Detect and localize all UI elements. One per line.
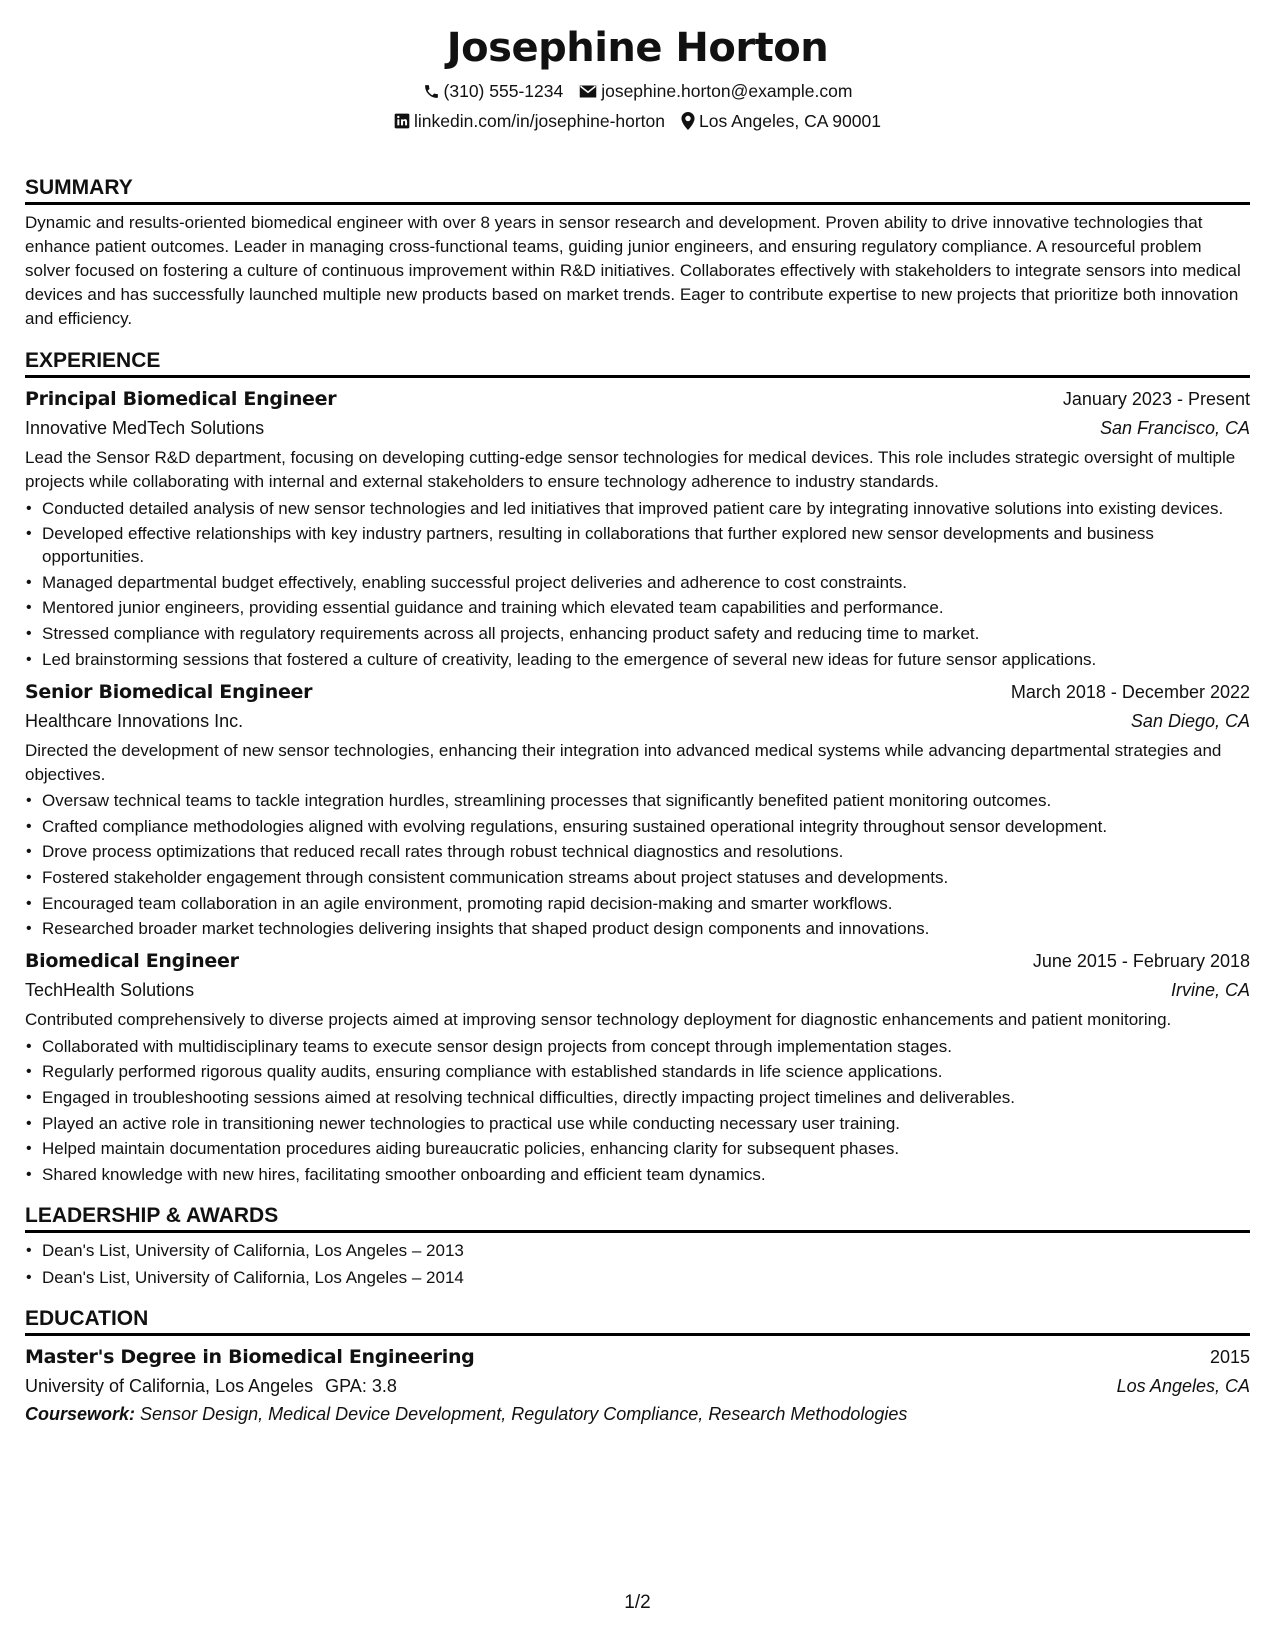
envelope-icon: [579, 84, 597, 99]
list-item: • Led brainstorming sessions that fostered a culture of creativity, leading to the emergence of several new ideas for future sensor applications.: [42, 648, 1250, 671]
list-item: • Oversaw technical teams to tackle integration hurdles, streamlining processes that significantly benefited patient monitoring outcomes.: [42, 789, 1250, 812]
linkedin-text: linkedin.com/in/josephine-horton: [414, 111, 666, 131]
job-bullets: [25, 1035, 1250, 1186]
job-dates: January 2023 - Present: [1062, 389, 1250, 409]
job-dates: June 2015 - February 2018: [1032, 951, 1250, 972]
job-location: San Francisco, CA: [1099, 418, 1250, 438]
school-name: University of California, Los Angeles: [25, 1375, 314, 1396]
contact-location: [681, 110, 881, 132]
summary-text: Dynamic and results-oriented biomedical engineer with over 8 years in sensor research and development. Proven ability to drive innovative technologies that enhance patient outcomes. Leader in managing cross-functional teams, guiding junior engineers, and ensuring regulatory compliance. A resourceful problem solver focused on fostering a culture of continuous improvement within R&D initiatives. Collaborates effectively with stakeholders to integrate sensors into medical devices and has successfully launched multiple new products based on market trends. Eager to contribute expertise to new projects that prioritize both innovation and efficiency.: [25, 213, 1241, 328]
email-text: josephine.horton@example.com: [601, 81, 853, 101]
degree-title: Master's Degree in Biomedical Engineering: [25, 1345, 475, 1368]
job-company: Healthcare Innovations Inc.: [25, 710, 244, 731]
job-bullets: [25, 789, 1250, 940]
job-title: Biomedical Engineer: [25, 950, 239, 973]
list-item: • Engaged in troubleshooting sessions aimed at resolving technical difficulties, directly impacting project timelines and deliverables.: [42, 1086, 1250, 1109]
list-item: • Drove process optimizations that reduced recall rates through robust technical diagnostics and resolutions.: [42, 840, 1250, 863]
list-item: • Helped maintain documentation procedures aiding bureaucratic policies, enhancing clarity for subsequent phases.: [42, 1137, 1250, 1160]
list-item: • Shared knowledge with new hires, facilitating smoother onboarding and efficient team dynamics.: [42, 1163, 1250, 1186]
contact-linkedin[interactable]: [394, 110, 665, 132]
linkedin-icon: [394, 113, 410, 129]
job-description: Contributed comprehensively to diverse projects aimed at improving sensor technology deployment for diagnostic enhancements and patient monitoring.: [25, 1010, 1172, 1030]
job-company: Innovative MedTech Solutions: [25, 418, 265, 438]
job-location: San Diego, CA: [1130, 710, 1250, 731]
job-entry: [25, 386, 1250, 671]
coursework: [25, 1402, 1250, 1426]
list-item: • Dean's List, University of California, Los Angeles – 2014: [42, 1266, 1250, 1289]
list-item: • Encouraged team collaboration in an agile environment, promoting rapid decision-making and smarter workflows.: [42, 892, 1250, 915]
phone-icon: [423, 83, 440, 100]
awards-heading: LEADERSHIP & AWARDS: [25, 1203, 1250, 1233]
job-dates: March 2018 - December 2022: [1010, 681, 1250, 702]
job-title: Principal Biomedical Engineer: [25, 388, 337, 410]
summary-section: [25, 175, 1250, 331]
coursework-text: Sensor Design, Medical Device Development, Regulatory Compliance, Research Methodologies: [140, 1403, 908, 1424]
page-number: 1/2: [624, 1592, 651, 1613]
list-item: • Managed departmental budget effectively, enabling successful project deliveries and adherence to cost constraints.: [42, 571, 1250, 594]
education-heading: EDUCATION: [25, 1306, 1250, 1336]
job-description: Lead the Sensor R&D department, focusing on developing cutting-edge sensor technologies for medical devices. This role includes strategic oversight of multiple projects while collaborating with internal and external stakeholders to ensure technology adherence to industry standards.: [25, 448, 1236, 491]
job-entry: [25, 679, 1250, 941]
list-item: • Fostered stakeholder engagement through consistent communication streams about project statuses and developments.: [42, 866, 1250, 889]
list-item: • Crafted compliance methodologies aligned with evolving regulations, ensuring sustained operational integrity throughout sensor development.: [42, 815, 1250, 838]
school-location: Los Angeles, CA: [1116, 1375, 1250, 1396]
experience-heading: EXPERIENCE: [25, 348, 1250, 378]
contact-line-primary: [25, 80, 1250, 102]
education-section: [25, 1306, 1250, 1426]
resume-header: [25, 22, 1250, 132]
location-text: Los Angeles, CA 90001: [699, 111, 881, 131]
contact-line-secondary: [25, 110, 1250, 132]
list-item: • Developed effective relationships with key industry partners, resulting in collaborations that further explored new sensor developments and business opportunities.: [42, 522, 1250, 568]
candidate-name: Josephine Horton: [446, 25, 829, 71]
job-title: Senior Biomedical Engineer: [25, 680, 313, 703]
phone-text: (310) 555-1234: [443, 81, 564, 101]
list-item: • Conducted detailed analysis of new sensor technologies and led initiatives that improved patient care by integrating innovative solutions into existing devices.: [42, 497, 1250, 520]
contact-phone[interactable]: [423, 80, 564, 102]
list-item: • Regularly performed rigorous quality audits, ensuring compliance with established standards in life science applications.: [42, 1060, 1250, 1083]
awards-list: [25, 1239, 1250, 1289]
gpa: GPA: 3.8: [325, 1375, 397, 1396]
job-bullets: [25, 497, 1250, 671]
summary-heading: SUMMARY: [25, 175, 1250, 205]
list-item: • Dean's List, University of California, Los Angeles – 2013: [42, 1239, 1250, 1262]
job-company: TechHealth Solutions: [25, 980, 195, 1001]
awards-section: [25, 1203, 1250, 1289]
job-entry: [25, 948, 1250, 1186]
graduation-year: 2015: [1209, 1346, 1250, 1367]
list-item: • Mentored junior engineers, providing essential guidance and training which elevated team capabilities and performance.: [42, 596, 1250, 619]
school-info: [25, 1374, 397, 1398]
contact-email[interactable]: [579, 80, 852, 102]
coursework-label: Coursework:: [25, 1403, 136, 1424]
list-item: • Played an active role in transitioning newer technologies to practical use while conducting necessary user training.: [42, 1112, 1250, 1135]
list-item: • Stressed compliance with regulatory requirements across all projects, enhancing product safety and reducing time to market.: [42, 622, 1250, 645]
job-description: Directed the development of new sensor technologies, enhancing their integration into advanced medical systems while advancing departmental strategies and objectives.: [25, 740, 1222, 784]
list-item: • Researched broader market technologies delivering insights that shaped product design components and innovations.: [42, 917, 1250, 940]
job-location: Irvine, CA: [1170, 980, 1250, 1001]
map-pin-icon: [681, 112, 695, 130]
list-item: • Collaborated with multidisciplinary teams to execute sensor design projects from concept through implementation stages.: [42, 1035, 1250, 1058]
experience-section: [25, 348, 1250, 1186]
